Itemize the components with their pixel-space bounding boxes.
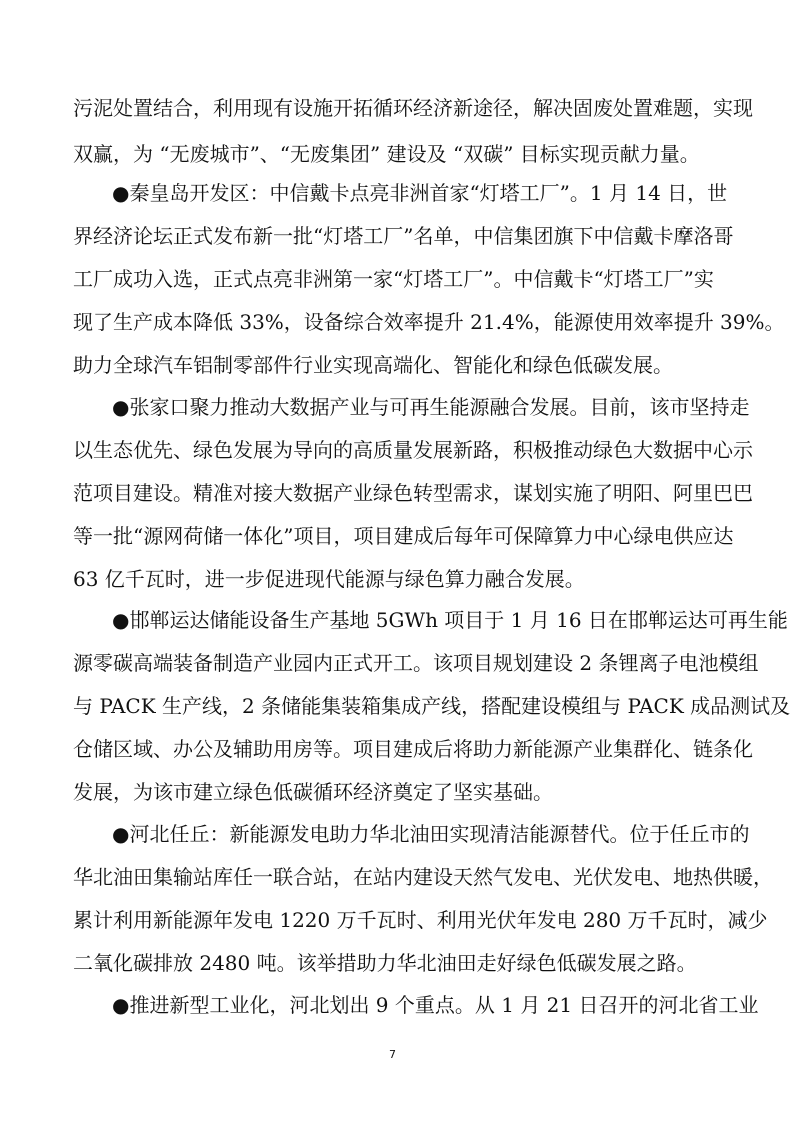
paragraph-2-line-4: 63 亿千瓦时，进一步促进现代能源与绿色算力融合发展。 — [73, 567, 585, 591]
paragraph-3-line-2: 与 PACK 生产线，2 条储能集装箱集成产线，搭配建设模组与 PACK 成品测试及 — [73, 694, 790, 718]
paragraph-0-line-0: 污泥处置结合，利用现有设施开拓循环经济新途径，解决固废处置难题，实现 — [73, 96, 753, 120]
paragraph-3-line-3: 仓储区域、办公及辅助用房等。项目建成后将助力新能源产业集群化、链条化 — [73, 737, 753, 761]
paragraph-4-line-0: ●河北任丘：新能源发电助力华北油田实现清洁能源替代。位于任丘市的 — [112, 822, 750, 846]
page-number: 7 — [389, 1048, 396, 1061]
paragraph-2-line-0: ●张家口聚力推动大数据产业与可再生能源融合发展。目前，该市坚持走 — [112, 395, 750, 419]
paragraph-5-line-0: ●推进新型工业化，河北划出 9 个重点。从 1 月 21 日召开的河北省工业 — [112, 993, 759, 1017]
paragraph-4-line-3: 二氧化碳排放 2480 吨。该举措助力华北油田走好绿色低碳发展之路。 — [73, 951, 697, 975]
paragraph-2-line-2: 范项目建设。精准对接大数据产业绿色转型需求，谋划实施了明阳、阿里巴巴 — [73, 481, 753, 505]
paragraph-4-line-2: 累计利用新能源年发电 1220 万千瓦时、利用光伏年发电 280 万千瓦时，减少 — [73, 908, 768, 932]
paragraph-2-line-1: 以生态优先、绿色发展为导向的高质量发展新路，积极推动绿色大数据中心示 — [73, 438, 753, 462]
paragraph-1-line-1: 界经济论坛正式发布新一批“灯塔工厂”名单，中信集团旗下中信戴卡摩洛哥 — [73, 224, 734, 248]
paragraph-3-line-0: ●邯郸运达储能设备生产基地 5GWh 项目于 1 月 16 日在邯郸运达可再生能 — [112, 608, 788, 632]
paragraph-2-line-3: 等一批“源网荷储一体化”项目，项目建成后每年可保障算力中心绿电供应达 — [73, 524, 734, 548]
paragraph-1-line-4: 助力全球汽车铝制零部件行业实现高端化、智能化和绿色低碳发展。 — [73, 353, 673, 377]
paragraph-3-line-4: 发展，为该市建立绿色低碳循环经济奠定了坚实基础。 — [73, 780, 553, 804]
paragraph-4-line-1: 华北油田集输站库任一联合站，在站内建设天然气发电、光伏发电、地热供暖， — [73, 865, 773, 889]
paragraph-0-line-1: 双赢，为 “无废城市”、“无废集团” 建设及 “双碳” 目标实现贡献力量。 — [73, 142, 700, 166]
paragraph-1-line-3: 现了生产成本降低 33%，设备综合效率提升 21.4%，能源使用效率提升 39%。 — [73, 310, 785, 334]
paragraph-1-line-0: ●秦皇岛开发区：中信戴卡点亮非洲首家“灯塔工厂”。1 月 14 日，世 — [112, 181, 728, 205]
paragraph-3-line-1: 源零碳高端装备制造产业园内正式开工。该项目规划建设 2 条锂离子电池模组 — [73, 651, 759, 675]
paragraph-1-line-2: 工厂成功入选，正式点亮非洲第一家“灯塔工厂”。中信戴卡“灯塔工厂”实 — [73, 267, 714, 291]
